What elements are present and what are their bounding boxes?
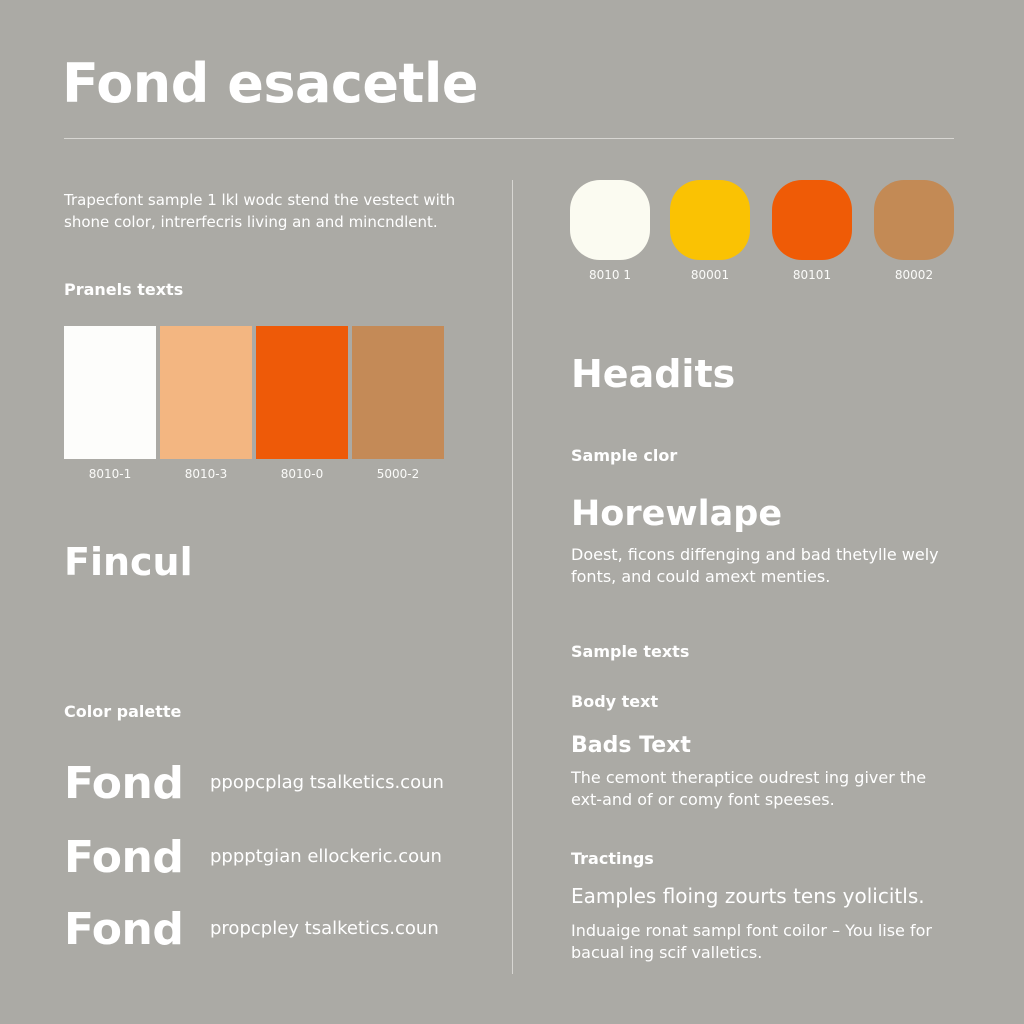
circle-swatch-4 bbox=[874, 180, 954, 260]
examples-line: Eamples floing zourts tens yolicitls. bbox=[571, 884, 925, 908]
swatch-1 bbox=[64, 326, 156, 459]
swatch-code-1: 8010-1 bbox=[88, 467, 132, 481]
sample-texts-label: Sample texts bbox=[571, 642, 690, 661]
swatch-code-2: 8010-3 bbox=[184, 467, 228, 481]
font-sample-row-3 bbox=[64, 904, 504, 964]
font-sample-text: pppptgian ellockeric.coun bbox=[210, 846, 442, 867]
swatch-row bbox=[64, 326, 444, 486]
final-paragraph: Induaige ronat sampl font coilor – You lise for bacual ing scif valletics. bbox=[571, 921, 932, 962]
intro-text: Trapecfont sample 1 lkl wodc stend the vestect with shone color, intrerfecris living an and mincndlent. bbox=[64, 191, 456, 231]
font-sample-row-2 bbox=[64, 832, 504, 892]
bads-text-paragraph: The cemont theraptice oudrest ing giver the ext-and of or comy font speeses. bbox=[571, 768, 927, 809]
swatch-2 bbox=[160, 326, 252, 459]
swatch-4 bbox=[352, 326, 444, 459]
circle-code-2: 80001 bbox=[690, 268, 730, 282]
font-sample-row-1 bbox=[64, 758, 504, 818]
swatch-3 bbox=[256, 326, 348, 459]
circle-code-1: 8010 1 bbox=[589, 268, 631, 282]
swatch-code-3: 8010-0 bbox=[280, 467, 324, 481]
circle-code-4: 80002 bbox=[894, 268, 934, 282]
circle-swatch-3 bbox=[772, 180, 852, 260]
circle-swatch-row bbox=[568, 180, 958, 290]
font-sample-text: ppopcplag tsalketics.coun bbox=[210, 772, 444, 793]
fincul-heading: Fincul bbox=[64, 540, 193, 584]
page-title: Fond esacetle bbox=[62, 52, 478, 115]
font-sample-word: Fond bbox=[64, 832, 184, 883]
circle-swatch-2 bbox=[670, 180, 750, 260]
tractings-label: Tractings bbox=[571, 849, 654, 868]
column-divider bbox=[512, 180, 513, 974]
color-palette-label: Color palette bbox=[64, 702, 182, 721]
circle-swatch-1 bbox=[570, 180, 650, 260]
swatch-code-4: 5000-2 bbox=[376, 467, 420, 481]
headits-heading: Headits bbox=[571, 352, 736, 396]
font-sample-text: propcpley tsalketics.coun bbox=[210, 918, 439, 939]
horewlape-paragraph: Doest, ficons diffenging and bad thetylle wely fonts, and could amext menties. bbox=[571, 545, 939, 586]
circle-code-3: 80101 bbox=[792, 268, 832, 282]
header-divider bbox=[64, 138, 954, 139]
horewlape-heading: Horewlape bbox=[571, 494, 783, 534]
font-sample-word: Fond bbox=[64, 904, 184, 955]
bads-text-heading: Bads Text bbox=[571, 733, 691, 758]
font-sample-word: Fond bbox=[64, 758, 184, 809]
sample-clor-label: Sample clor bbox=[571, 446, 678, 465]
body-text-label: Body text bbox=[571, 692, 659, 711]
panels-label: Pranels texts bbox=[64, 280, 184, 299]
